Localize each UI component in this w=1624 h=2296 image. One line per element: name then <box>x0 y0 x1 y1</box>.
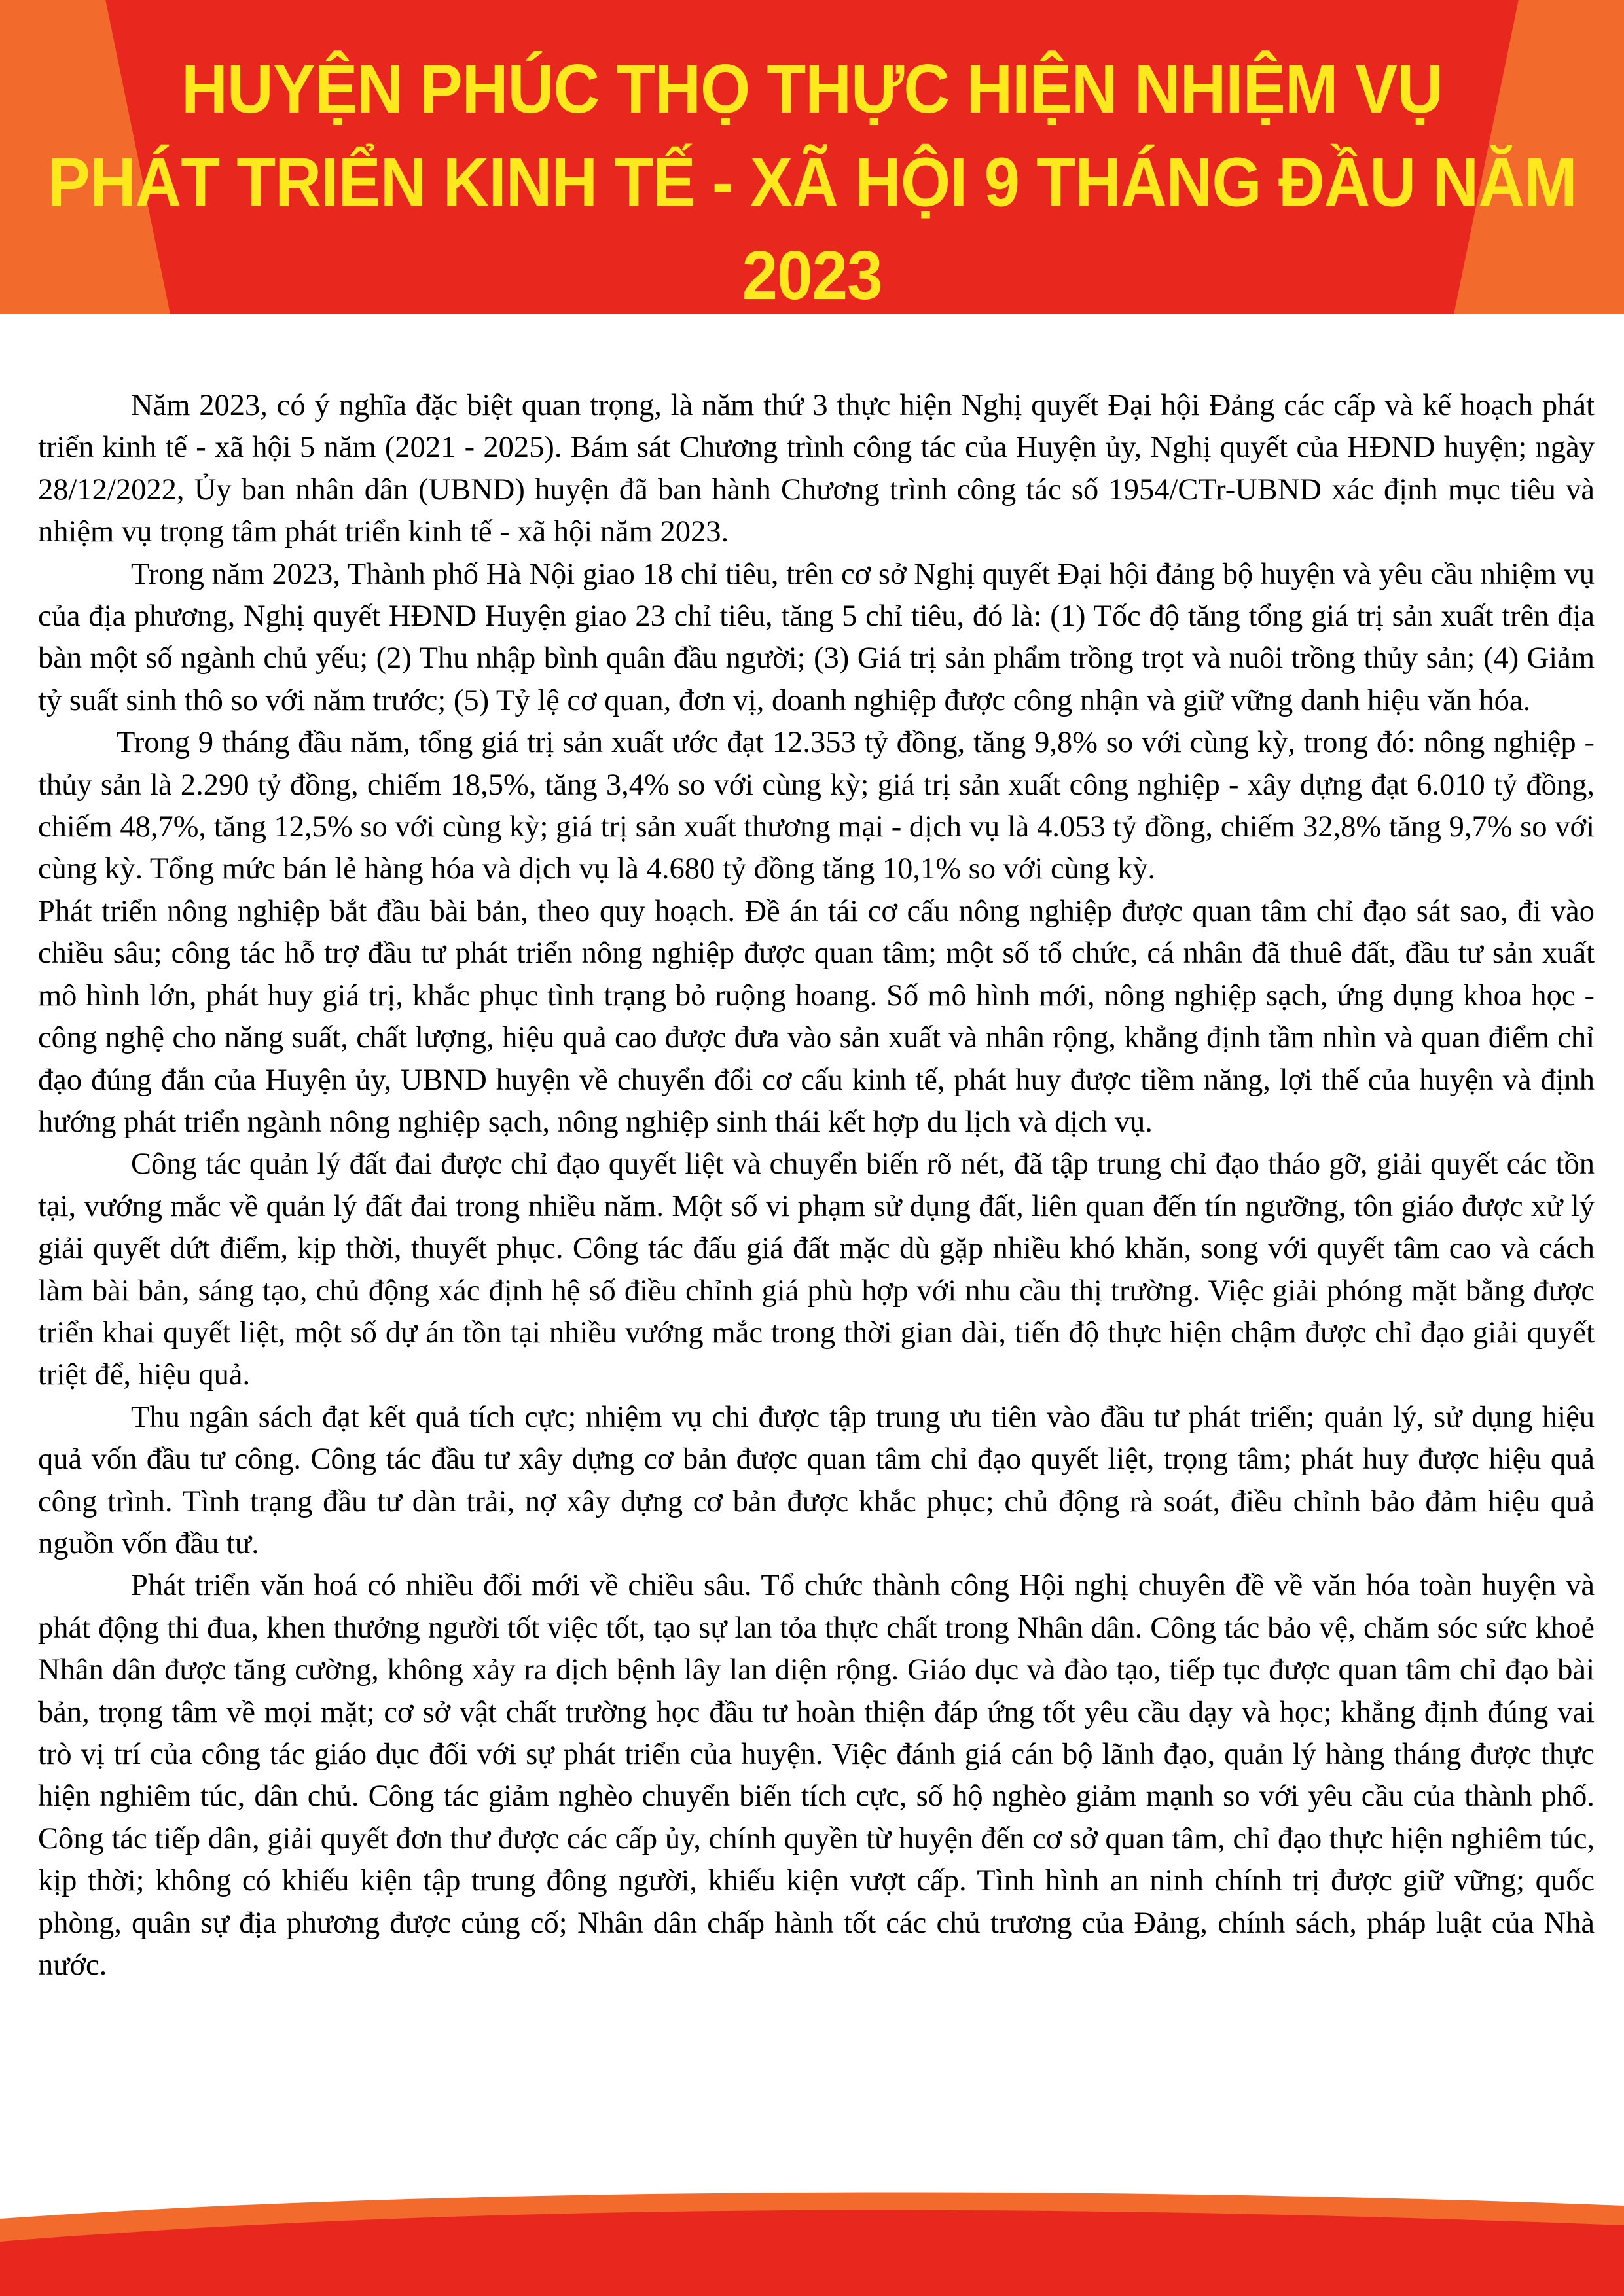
footer-wave <box>0 2179 1624 2296</box>
paragraph-agriculture: Phát triển nông nghiệp bắt đầu bài bản, theo quy hoạch. Đề án tái cơ cấu nông nghiệp được quan tâm chỉ đạo sát sao, đi vào chiều sâu; công tác hỗ trợ đầu tư phát triển nông nghiệp được quan tâm; một số tổ chức, cá nhân đã thuê đất, đầu tư sản xuất mô hình lớn, phát huy giá trị, khắc phục tình trạng bỏ ruộng hoang. Số mô hình mới, nông nghiệp sạch, ứng dụng khoa học - công nghệ cho năng suất, chất lượng, hiệu quả cao được đưa vào sản xuất và nhân rộng, khẳng định tầm nhìn và quan điểm chỉ đạo đúng đắn của Huyện ủy, UBND huyện về chuyển đổi cơ cấu kinh tế, phát huy được tiềm năng, lợi thế của huyện và định hướng phát triển ngành nông nghiệp sạch, nông nghiệp sinh thái kết hợp du lịch và dịch vụ. <box>38 894 1595 1139</box>
page-title <box>0 42 1624 314</box>
header-banner <box>0 0 1624 314</box>
title-line-1: HUYỆN PHÚC THỌ THỰC HIỆN NHIỆM VỤ <box>181 49 1443 128</box>
paragraph-land-management: Công tác quản lý đất đai được chỉ đạo quyết liệt và chuyển biến rõ nét, đã tập trung chỉ đạo tháo gỡ, giải quyết các tồn tại, vướng mắc về quản lý đất đai trong nhiều năm. Một số vi phạm sử dụng đất, liên quan đến tín ngưỡng, tôn giáo được xử lý giải quyết dứt điểm, kịp thời, thuyết phục. Công tác đấu giá đất mặc dù gặp nhiều khó khăn, song với quyết tâm cao và cách làm bài bản, sáng tạo, chủ động xác định hệ số điều chỉnh giá phù hợp với nhu cầu thị trường. Việc giải phóng mặt bằng được triển khai quyết liệt, một số dự án tồn tại nhiều vướng mắc trong thời gian dài, tiến độ thực hiện chậm được chỉ đạo giải quyết triệt để, hiệu quả. <box>38 1147 1595 1392</box>
paragraph-production-value: Trong 9 tháng đầu năm, tổng giá trị sản xuất ước đạt 12.353 tỷ đồng, tăng 9,8% so với cùng kỳ, trong đó: nông nghiệp - thủy sản là 2.290 tỷ đồng, chiếm 18,5%, tăng 3,4% so với cùng kỳ; giá trị sản xuất công nghiệp - xây dựng đạt 6.010 tỷ đồng, chiếm 48,7%, tăng 12,5% so với cùng kỳ; giá trị sản xuất thương mại - dịch vụ là 4.053 tỷ đồng, chiếm 32,8% tăng 9,7% so với cùng kỳ. Tổng mức bán lẻ hàng hóa và dịch vụ là 4.680 tỷ đồng tăng 10,1% so với cùng kỳ. <box>38 726 1595 886</box>
paragraph-budget: Thu ngân sách đạt kết quả tích cực; nhiệm vụ chi được tập trung ưu tiên vào đầu tư phát triển; quản lý, sử dụng hiệu quả vốn đầu tư công. Công tác đầu tư xây dựng cơ bản được quan tâm chỉ đạo quyết liệt, trọng tâm; phát huy được hiệu quả công trình. Tình trạng đầu tư dàn trải, nợ xây dựng cơ bản được khắc phục; chủ động rà soát, điều chỉnh bảo đảm hiệu quả nguồn vốn đầu tư. <box>38 1400 1595 1560</box>
paragraph-targets: Trong năm 2023, Thành phố Hà Nội giao 18 chỉ tiêu, trên cơ sở Nghị quyết Đại hội đảng bộ huyện và yêu cầu nhiệm vụ của địa phương, Nghị quyết HĐND Huyện giao 23 chỉ tiêu, tăng 5 chỉ tiêu, đó là: (1) Tốc độ tăng tổng giá trị sản xuất trên địa bàn một số ngành chủ yếu; (2) Thu nhập bình quân đầu người; (3) Giá trị sản phẩm trồng trọt và nuôi trồng thủy sản; (4) Giảm tỷ suất sinh thô so với năm trước; (5) Tỷ lệ cơ quan, đơn vị, doanh nghiệp được công nhận và giữ vững danh hiệu văn hóa. <box>38 557 1595 717</box>
title-line-2: PHÁT TRIỂN KINH TẾ - XÃ HỘI 9 THÁNG ĐẦU NĂM 2023 <box>47 143 1577 314</box>
article-body <box>38 385 1595 1986</box>
paragraph-intro: Năm 2023, có ý nghĩa đặc biệt quan trọng, là năm thứ 3 thực hiện Nghị quyết Đại hội Đảng các cấp và kế hoạch phát triển kinh tế - xã hội 5 năm (2021 - 2025). Bám sát Chương trình công tác của Huyện ủy, Nghị quyết của HĐND huyện; ngày 28/12/2022, Ủy ban nhân dân (UBND) huyện đã ban hành Chương trình công tác số 1954/CTr-UBND xác định mục tiêu và nhiệm vụ trọng tâm phát triển kinh tế - xã hội năm 2023. <box>38 389 1595 549</box>
paragraph-culture-society: Phát triển văn hoá có nhiều đổi mới về chiều sâu. Tổ chức thành công Hội nghị chuyên đề về văn hóa toàn huyện và phát động thi đua, khen thưởng người tốt việc tốt, tạo sự lan tỏa thực chất trong Nhân dân. Công tác bảo vệ, chăm sóc sức khoẻ Nhân dân được tăng cường, không xảy ra dịch bệnh lây lan diện rộng. Giáo dục và đào tạo, tiếp tục được quan tâm chỉ đạo bài bản, trọng tâm về mọi mặt; cơ sở vật chất trường học đầu tư hoàn thiện đáp ứng tốt yêu cầu dạy và học; khẳng định đúng vai trò vị trí của công tác giáo dục đối với sự phát triển của huyện. Việc đánh giá cán bộ lãnh đạo, quản lý hàng tháng được thực hiện nghiêm túc, dân chủ. Công tác giảm nghèo chuyển biến tích cực, số hộ nghèo giảm mạnh so với yêu cầu của thành phố. Công tác tiếp dân, giải quyết đơn thư được các cấp ủy, chính quyền từ huyện đến cơ sở quan tâm, chỉ đạo thực hiện nghiêm túc, kịp thời; không có khiếu kiện tập trung đông người, khiếu kiện vượt cấp. Tình hình an ninh chính trị được giữ vững; quốc phòng, quân sự địa phương được củng cố; Nhân dân chấp hành tốt các chủ trương của Đảng, chính sách, pháp luật của Nhà nước. <box>38 1569 1595 1982</box>
